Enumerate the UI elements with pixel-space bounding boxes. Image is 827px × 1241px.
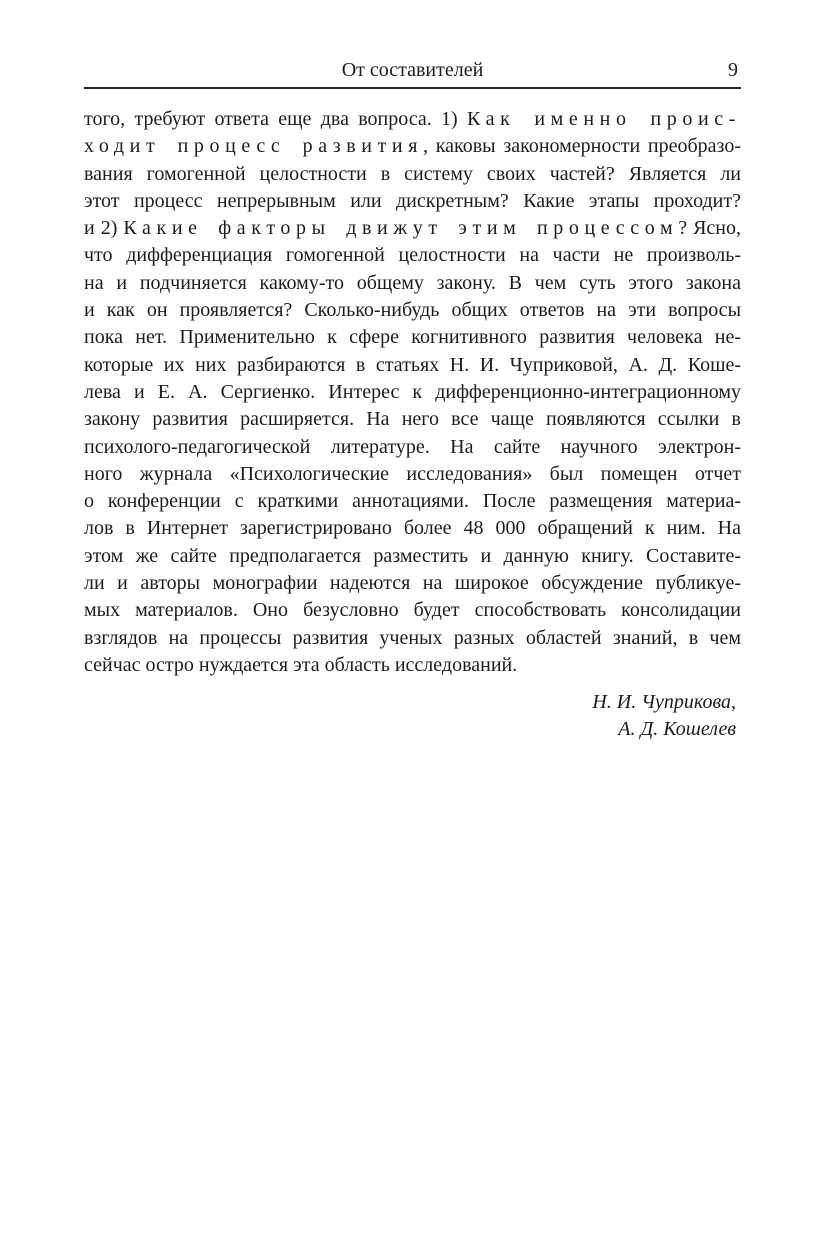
body-text: ного журнала «Психологические исследования» был помещен отчет [84,462,741,485]
body-line [84,297,741,324]
body-line [84,515,741,542]
body-line [84,161,741,188]
body-line [84,352,741,379]
body-text: закону развития расширяется. На него все чаще появляются ссылки в [84,408,741,431]
body-text: этот процесс непрерывным или дискретным? Какие этапы проходит? [84,189,741,212]
body-paragraph [84,106,741,679]
body-text: о конференции с краткими аннотациями. После размещения материа- [84,490,741,513]
body-text: что дифференциация гомогенной целостности на части не произволь- [84,244,741,267]
body-line [84,543,741,570]
body-line [84,215,741,242]
body-line [84,652,741,679]
body-text: взглядов на процессы развития ученых разных областей знаний, в чем [84,626,741,649]
emphasized-text: Как именно проис- [466,108,741,130]
body-text: которые их них разбираются в статьях Н. И. Чуприковой, А. Д. Коше- [84,353,741,376]
body-text: ? Ясно, [678,217,741,240]
body-line [84,270,741,297]
body-line [84,625,741,652]
body-text: вания гомогенной целостности в систему своих частей? Является ли [84,162,741,185]
page-header [84,58,741,82]
body-text: , каковы закономерности преобразо- [423,135,741,158]
body-text: того, требуют ответа еще два вопроса. 1) [84,108,467,130]
body-text: на и подчиняется какому-то общему закону. В чем суть этого закона [84,271,741,294]
body-text: психолого-педагогической литературе. На сайте научного электрон- [84,435,741,458]
header-rule [84,87,741,89]
running-head: От составителей [341,59,484,81]
body-text: пока нет. Применительно к сфере когнитивного развития человека не- [84,326,741,349]
body-text: мых материалов. Оно безусловно будет способствовать консолидации [84,599,741,622]
body-line [84,597,741,624]
page-content [84,0,741,743]
body-line [84,324,741,351]
body-line [84,434,741,461]
signature-line: А. Д. Кошелев [618,718,736,741]
body-line [84,133,741,160]
emphasized-text: Какие факторы движут этим процессом [123,217,679,240]
signature-block [84,689,741,743]
body-line [84,106,741,133]
body-text: ли и авторы монографии надеются на широкое обсуждение публикуе- [84,572,741,595]
body-text: лева и Е. А. Сергиенко. Интерес к дифференционно-интеграционному [84,380,741,403]
body-line [84,379,741,406]
body-text: и 2) [84,217,124,240]
body-line [84,488,741,515]
signature-line: Н. И. Чуприкова, [592,691,736,714]
body-line [84,406,741,433]
body-line [84,461,741,488]
body-text: лов в Интернет зарегистрировано более 48 000 обращений к ним. На [84,517,741,540]
emphasized-text: ходит процесс развития [84,135,424,158]
body-line [84,242,741,269]
body-line [84,188,741,215]
page-number: 9 [728,59,738,81]
body-text: и как он проявляется? Сколько-нибудь общих ответов на эти вопросы [84,299,741,322]
body-line [84,570,741,597]
body-text: сейчас остро нуждается эта область исследований. [84,653,518,676]
body-text: этом же сайте предполагается разместить и данную книгу. Составите- [84,544,741,567]
